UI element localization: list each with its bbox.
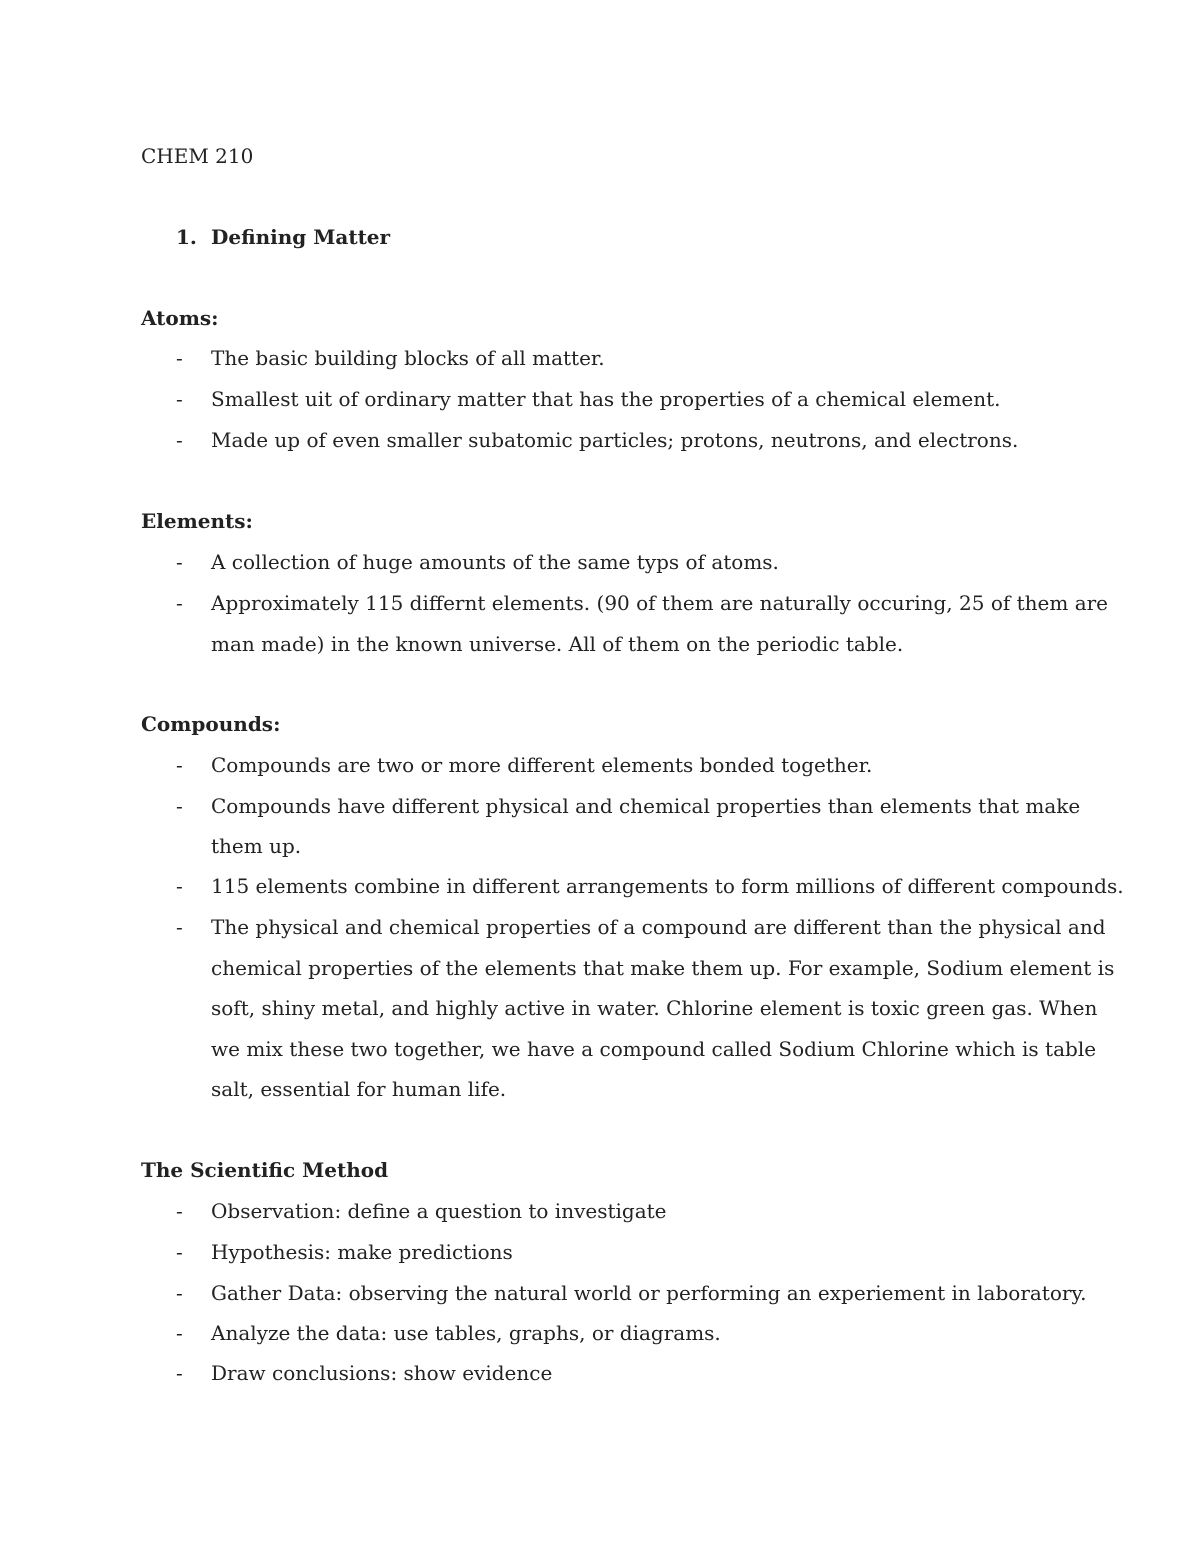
atoms-item-2: Smallest uit of ordinary matter that has the properties of a chemical element. [211,387,1001,411]
bullet-dash: - [176,428,183,452]
bullet-dash: - [176,794,183,818]
atoms-heading: Atoms: [141,306,219,330]
scientific-method-item-1: Observation: define a question to investigate [211,1199,667,1223]
bullet-dash: - [176,915,183,939]
bullet-dash: - [176,753,183,777]
course-title: CHEM 210 [141,144,254,168]
bullet-dash: - [176,387,183,411]
bullet-dash: - [176,1199,183,1223]
elements-heading: Elements: [141,509,253,533]
bullet-dash: - [176,550,183,574]
scientific-method-item-5: Draw conclusions: show evidence [211,1361,553,1385]
compounds-item-4-line-4: we mix these two together, we have a compound called Sodium Chlorine which is table [211,1037,1097,1061]
atoms-item-3: Made up of even smaller subatomic particles; protons, neutrons, and electrons. [211,428,1019,452]
scientific-method-item-3: Gather Data: observing the natural world or performing an experiement in laboratory. [211,1281,1087,1305]
bullet-dash: - [176,346,183,370]
bullet-dash: - [176,1240,183,1264]
section-number: 1. [176,225,197,249]
compounds-item-4-line-1: The physical and chemical properties of a compound are different than the physical and [211,915,1106,939]
bullet-dash: - [176,1281,183,1305]
compounds-item-4-line-5: salt, essential for human life. [211,1077,507,1101]
bullet-dash: - [176,1361,183,1385]
compounds-item-4-line-3: soft, shiny metal, and highly active in water. Chlorine element is toxic green gas. When [211,996,1098,1020]
scientific-method-heading: The Scientific Method [141,1158,389,1182]
compounds-item-2-line-2: them up. [211,834,302,858]
elements-item-2-line-1: Approximately 115 differnt elements. (90 of them are naturally occuring, 25 of them are [211,591,1109,615]
scientific-method-item-4: Analyze the data: use tables, graphs, or diagrams. [211,1321,721,1345]
atoms-item-1: The basic building blocks of all matter. [211,346,605,370]
compounds-heading: Compounds: [141,712,281,736]
scientific-method-item-2: Hypothesis: make predictions [211,1240,513,1264]
bullet-dash: - [176,1321,183,1345]
elements-item-2-line-2: man made) in the known universe. All of them on the periodic table. [211,632,904,656]
elements-item-1: A collection of huge amounts of the same typs of atoms. [211,550,779,574]
compounds-item-4-line-2: chemical properties of the elements that make them up. For example, Sodium element is [211,956,1115,980]
bullet-dash: - [176,591,183,615]
compounds-item-1: Compounds are two or more different elements bonded together. [211,753,873,777]
compounds-item-2-line-1: Compounds have different physical and chemical properties than elements that make [211,794,1081,818]
section-title: Defining Matter [211,225,391,249]
compounds-item-3: 115 elements combine in different arrangements to form millions of different compounds. [211,874,1124,898]
bullet-dash: - [176,874,183,898]
